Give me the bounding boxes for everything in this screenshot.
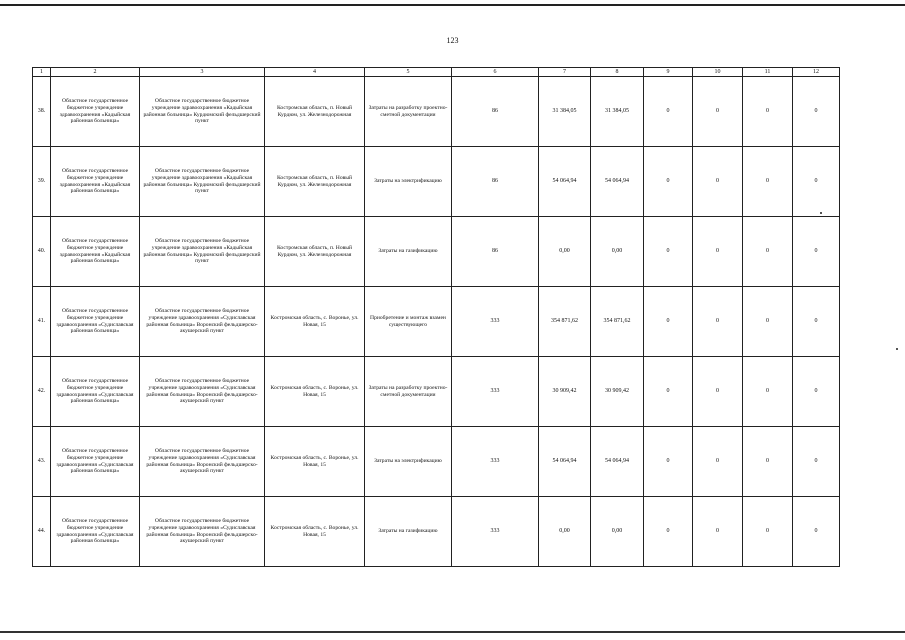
top-rule <box>0 4 905 6</box>
code-cell: 86 <box>452 147 539 217</box>
amount-total-cell: 54 064,94 <box>539 147 591 217</box>
col11-cell: 0 <box>743 77 793 147</box>
header-cell: 2 <box>51 68 140 77</box>
data-table <box>32 67 840 567</box>
col10-cell: 0 <box>693 357 743 427</box>
address-cell: Костромская область, п. Новый Курдюм, ул. Железнодорожная <box>265 147 365 217</box>
address-cell: Костромская область, с. Воронье, ул. Новая, 15 <box>265 497 365 567</box>
address-cell: Костромская область, с. Воронье, ул. Новая, 15 <box>265 427 365 497</box>
col12-cell: 0 <box>793 357 840 427</box>
table-row <box>33 217 840 287</box>
col10-cell: 0 <box>693 287 743 357</box>
col9-cell: 0 <box>644 497 693 567</box>
amount-budget-cell: 31 384,05 <box>591 77 644 147</box>
table-row <box>33 77 840 147</box>
amount-total-cell: 54 064,94 <box>539 427 591 497</box>
address-cell: Костромская область, п. Новый Курдюм, ул. Железнодорожная <box>265 77 365 147</box>
code-cell: 86 <box>452 217 539 287</box>
col11-cell: 0 <box>743 497 793 567</box>
col11-cell: 0 <box>743 427 793 497</box>
scan-speck <box>896 348 898 350</box>
code-cell: 333 <box>452 287 539 357</box>
address-cell: Костромская область, с. Воронье, ул. Новая, 15 <box>265 357 365 427</box>
expense-cell: Приобретение и монтаж взамен существующего <box>365 287 452 357</box>
address-cell: Костромская область, с. Воронье, ул. Новая, 15 <box>265 287 365 357</box>
col12-cell: 0 <box>793 427 840 497</box>
recipient-cell: Областное государственное бюджетное учреждение здравоохранения «Кадыйская районная больница» <box>51 217 140 287</box>
col12-cell: 0 <box>793 217 840 287</box>
amount-total-cell: 31 384,05 <box>539 77 591 147</box>
scan-speck <box>820 212 822 214</box>
amount-budget-cell: 30 909,42 <box>591 357 644 427</box>
recipient-cell: Областное государственное бюджетное учреждение здравоохранения «Кадыйская районная больница» <box>51 77 140 147</box>
expense-cell: Затраты на электрификацию <box>365 427 452 497</box>
expense-cell: Затраты на разработку проектно-сметной документации <box>365 357 452 427</box>
col9-cell: 0 <box>644 77 693 147</box>
col9-cell: 0 <box>644 217 693 287</box>
col9-cell: 0 <box>644 357 693 427</box>
recipient-cell: Областное государственное бюджетное учреждение здравоохранения «Кадыйская районная больница» <box>51 147 140 217</box>
expense-cell: Затраты на газификацию <box>365 497 452 567</box>
institution-cell: Областное государственное бюджетное учреждение здравоохранения «Кадыйская районная больница» Курдюмский фельдшерский пункт <box>140 217 265 287</box>
header-cell: 7 <box>539 68 591 77</box>
recipient-cell: Областное государственное бюджетное учреждение здравоохранения «Судиславская районная больница» <box>51 497 140 567</box>
code-cell: 86 <box>452 77 539 147</box>
header-cell: 6 <box>452 68 539 77</box>
col9-cell: 0 <box>644 427 693 497</box>
col10-cell: 0 <box>693 427 743 497</box>
col12-cell: 0 <box>793 77 840 147</box>
header-cell: 1 <box>33 68 51 77</box>
col10-cell: 0 <box>693 147 743 217</box>
col9-cell: 0 <box>644 287 693 357</box>
header-cell: 10 <box>693 68 743 77</box>
header-cell: 3 <box>140 68 265 77</box>
col12-cell: 0 <box>793 287 840 357</box>
code-cell: 333 <box>452 427 539 497</box>
header-cell: 9 <box>644 68 693 77</box>
header-cell: 4 <box>265 68 365 77</box>
row-number-cell: 42. <box>33 357 51 427</box>
amount-total-cell: 354 871,62 <box>539 287 591 357</box>
header-row <box>33 68 840 77</box>
row-number-cell: 40. <box>33 217 51 287</box>
col11-cell: 0 <box>743 217 793 287</box>
expense-cell: Затраты на разработку проектно-сметной документации <box>365 77 452 147</box>
code-cell: 333 <box>452 497 539 567</box>
amount-budget-cell: 0,00 <box>591 217 644 287</box>
table-row <box>33 427 840 497</box>
code-cell: 333 <box>452 357 539 427</box>
table-row <box>33 497 840 567</box>
expense-cell: Затраты на электрификацию <box>365 147 452 217</box>
col12-cell: 0 <box>793 147 840 217</box>
row-number-cell: 38. <box>33 77 51 147</box>
row-number-cell: 41. <box>33 287 51 357</box>
row-number-cell: 44. <box>33 497 51 567</box>
page-number: 123 <box>446 36 459 45</box>
header-cell: 8 <box>591 68 644 77</box>
col11-cell: 0 <box>743 287 793 357</box>
header-cell: 12 <box>793 68 840 77</box>
col10-cell: 0 <box>693 77 743 147</box>
col9-cell: 0 <box>644 147 693 217</box>
institution-cell: Областное государственное бюджетное учреждение здравоохранения «Судиславская районная больница» Воронский фельдшерско-акушерский пункт <box>140 357 265 427</box>
institution-cell: Областное государственное бюджетное учреждение здравоохранения «Судиславская районная больница» Воронский фельдшерско-акушерский пункт <box>140 287 265 357</box>
recipient-cell: Областное государственное бюджетное учреждение здравоохранения «Судиславская районная больница» <box>51 287 140 357</box>
bottom-rule <box>0 631 905 633</box>
recipient-cell: Областное государственное бюджетное учреждение здравоохранения «Судиславская районная больница» <box>51 427 140 497</box>
amount-total-cell: 30 909,42 <box>539 357 591 427</box>
institution-cell: Областное государственное бюджетное учреждение здравоохранения «Кадыйская районная больница» Курдюмский фельдшерский пункт <box>140 147 265 217</box>
amount-budget-cell: 54 064,94 <box>591 147 644 217</box>
col10-cell: 0 <box>693 217 743 287</box>
table-body <box>33 77 840 567</box>
amount-budget-cell: 354 871,62 <box>591 287 644 357</box>
col10-cell: 0 <box>693 497 743 567</box>
col11-cell: 0 <box>743 147 793 217</box>
table-row <box>33 287 840 357</box>
institution-cell: Областное государственное бюджетное учреждение здравоохранения «Судиславская районная больница» Воронский фельдшерско-акушерский пункт <box>140 427 265 497</box>
institution-cell: Областное государственное бюджетное учреждение здравоохранения «Кадыйская районная больница» Курдюмский фельдшерский пункт <box>140 77 265 147</box>
expense-cell: Затраты на газификацию <box>365 217 452 287</box>
amount-budget-cell: 54 064,94 <box>591 427 644 497</box>
col12-cell: 0 <box>793 497 840 567</box>
table-row <box>33 147 840 217</box>
col11-cell: 0 <box>743 357 793 427</box>
institution-cell: Областное государственное бюджетное учреждение здравоохранения «Судиславская районная больница» Воронский фельдшерско-акушерский пункт <box>140 497 265 567</box>
recipient-cell: Областное государственное бюджетное учреждение здравоохранения «Судиславская районная больница» <box>51 357 140 427</box>
header-cell: 11 <box>743 68 793 77</box>
amount-total-cell: 0,00 <box>539 497 591 567</box>
amount-budget-cell: 0,00 <box>591 497 644 567</box>
address-cell: Костромская область, п. Новый Курдюм, ул. Железнодорожная <box>265 217 365 287</box>
table-row <box>33 357 840 427</box>
row-number-cell: 43. <box>33 427 51 497</box>
amount-total-cell: 0,00 <box>539 217 591 287</box>
row-number-cell: 39. <box>33 147 51 217</box>
header-cell: 5 <box>365 68 452 77</box>
